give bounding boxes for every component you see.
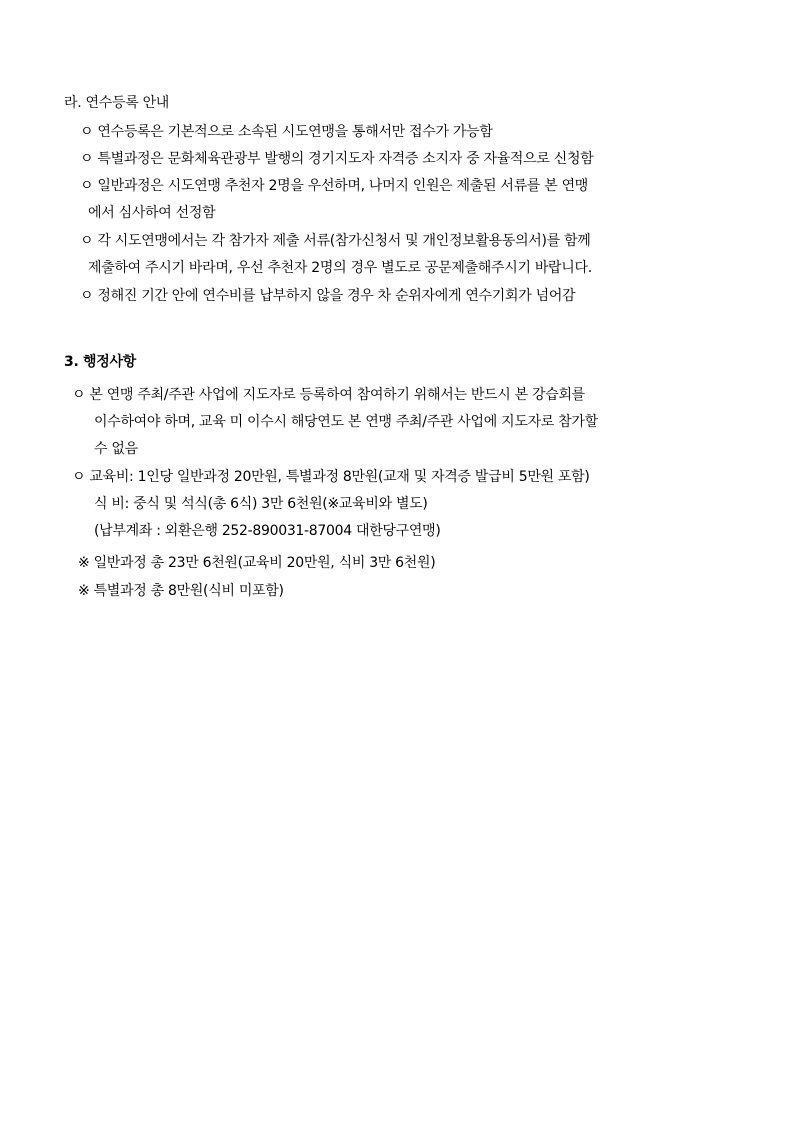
list-item-continuation: 에서 심사하여 선정함 xyxy=(88,205,216,221)
list-item: ㅇ 각 시도연맹에서는 각 참가자 제출 서류(참가신청서 및 개인정보활용동의서)를 함께 xyxy=(80,233,591,249)
list-item: ㅇ 본 연맹 주최/주관 사업에 지도자로 등록하여 참여하기 위해서는 반드시 본 강습회를 xyxy=(72,387,585,403)
note-item: ※ 일반과정 총 23만 6천원(교육비 20만원, 식비 3만 6천원) xyxy=(78,555,436,571)
section-3-heading: 3. 행정사항 xyxy=(64,354,136,370)
list-item: ㅇ 연수등록은 기본적으로 소속된 시도연맹을 통해서만 접수가 가능함 xyxy=(80,124,493,140)
section-la-heading: 라. 연수등록 안내 xyxy=(64,95,170,111)
list-item-continuation: 식 비: 중식 및 석식(총 6식) 3만 6천원(※교육비와 별도) xyxy=(94,496,428,512)
list-item-continuation: 수 없음 xyxy=(94,441,138,457)
list-item-continuation: 이수하여야 하며, 교육 미 이수시 해당연도 본 연맹 주최/주관 사업에 지도자로 참가할 xyxy=(94,414,598,430)
list-item: ㅇ 특별과정은 문화체육관광부 발행의 경기지도자 자격증 소지자 중 자율적으로 신청함 xyxy=(80,151,594,167)
list-item: ㅇ 교육비: 1인당 일반과정 20만원, 특별과정 8만원(교재 및 자격증 발급비 5만원 포함) xyxy=(72,469,590,485)
list-item-continuation: (납부계좌 : 외환은행 252-890031-87004 대한당구연맹) xyxy=(94,523,441,539)
list-item-continuation: 제출하여 주시기 바라며, 우선 추천자 2명의 경우 별도로 공문제출해주시기 바랍니다. xyxy=(88,260,592,276)
list-item: ㅇ 일반과정은 시도연맹 추천자 2명을 우선하며, 나머지 인원은 제출된 서류를 본 연맹 xyxy=(80,178,589,194)
list-item: ㅇ 정해진 기간 안에 연수비를 납부하지 않을 경우 차 순위자에게 연수기회가 넘어감 xyxy=(80,288,576,304)
note-item: ※ 특별과정 총 8만원(식비 미포함) xyxy=(78,583,284,599)
